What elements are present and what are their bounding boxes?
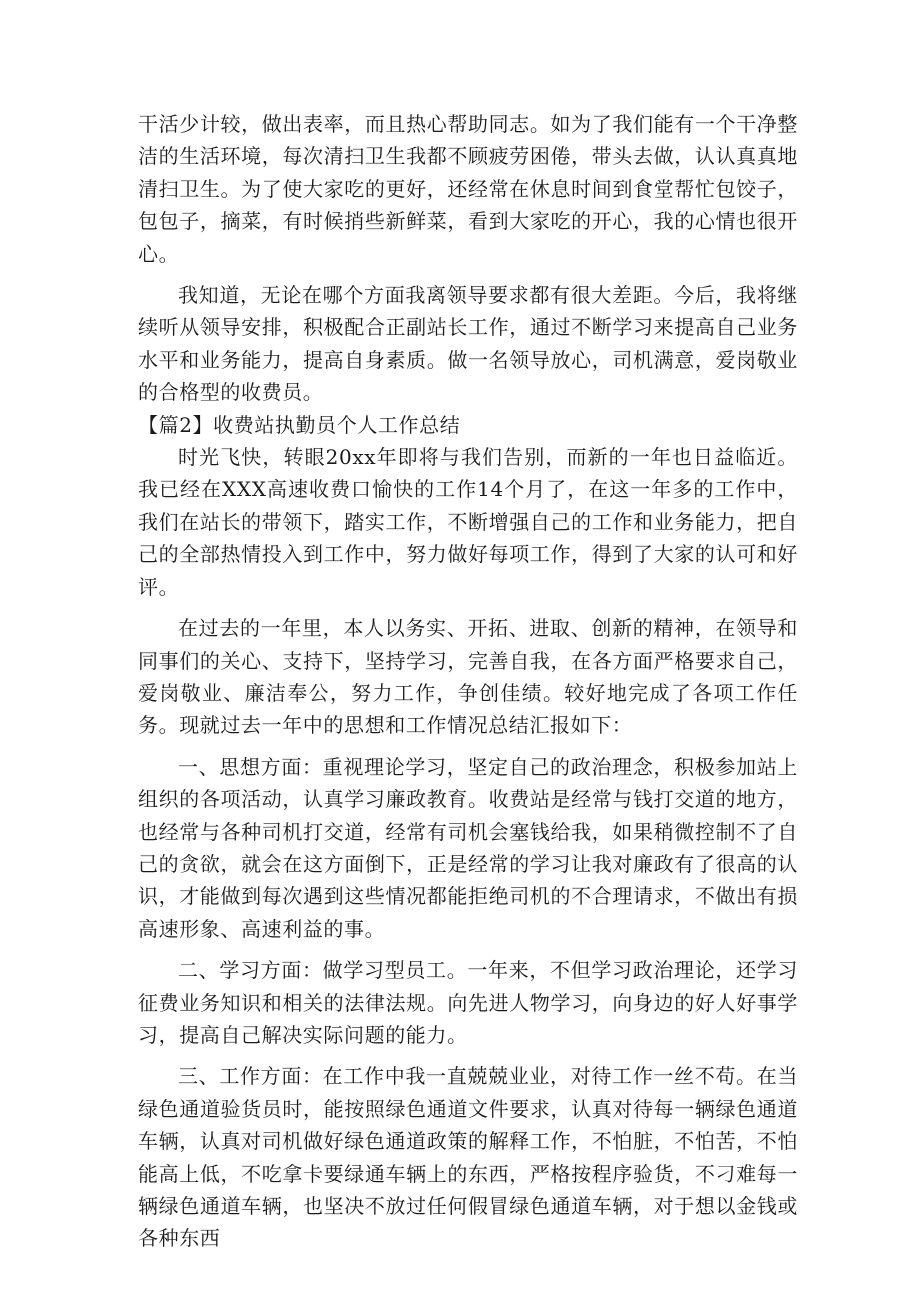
paragraph-resolution: 我知道，无论在哪个方面我离领导要求都有很大差距。今后，我将继续听从领导安排，积极配合正副站长工作，通过不断学习来提高自己业务水平和业务能力，提高自身素质。做一名领导放心，司机满意，爱岗敬业的合格型的收费员。: [138, 283, 798, 405]
paragraph-overview: 在过去的一年里，本人以务实、开拓、进取、创新的精神，在领导和同事们的关心、支持下，坚持学习，完善自我，在各方面严格要求自己，爱岗敬业、廉洁奉公，努力工作，争创佳绩。较好地完成了各项工作任务。现就过去一年中的思想和工作情况总结汇报如下：: [138, 616, 798, 738]
section-heading: 【篇2】收费站执勤员个人工作总结: [138, 412, 461, 437]
paragraph-intro: 时光飞快，转眼20xx年即将与我们告别，而新的一年也日益临近。我已经在XXX高速收费口愉快的工作14个月了，在这一年多的工作中，我们在站长的带领下，踏实工作，不断增强自己的工作和业务能力，把自己的全部热情投入到工作中，努力做好每项工作，得到了大家的认可和好评。: [138, 445, 798, 599]
paragraph-continued: 干活少计较，做出表率，而且热心帮助同志。如为了我们能有一个干净整洁的生活环境，每次清扫卫生我都不顾疲劳困倦，带头去做，认认真真地清扫卫生。为了使大家吃的更好，还经常在休息时间到食堂帮忙包饺子，包包子，摘菜，有时候捎些新鲜菜，看到大家吃的开心，我的心情也很开心。: [138, 112, 798, 266]
paragraph-study: 二、学习方面：做学习型员工。一年来，不但学习政治理论，还学习征费业务知识和相关的法律法规。向先进人物学习，向身边的好人好事学习，提高自己解决实际问题的能力。: [138, 958, 798, 1047]
paragraph-thought: 一、思想方面：重视理论学习，坚定自己的政治理念，积极参加站上组织的各项活动，认真学习廉政教育。收费站是经常与钱打交道的地方，也经常与各种司机打交道，经常有司机会塞钱给我，如果稍微控制不了自己的贪欲，就会在这方面倒下，正是经常的学习让我对廉政有了很高的认识，才能做到每次遇到这些情况都能拒绝司机的不合理请求，不做出有损高速形象、高速利益的事。: [138, 754, 798, 941]
document-body: [138, 108, 798, 1255]
paragraph-work: 三、工作方面：在工作中我一直兢兢业业，对待工作一丝不苟。在当绿色通道验货员时，能按照绿色通道文件要求，认真对待每一辆绿色通道车辆，认真对司机做好绿色通道政策的解释工作，不怕脏，不怕苦，不怕能高上低，不吃拿卡要绿通车辆上的东西，严格按程序验货，不刁难每一辆绿色通道车辆，也坚决不放过任何假冒绿色通道车辆，对于想以金钱或各种东西: [138, 1064, 798, 1251]
